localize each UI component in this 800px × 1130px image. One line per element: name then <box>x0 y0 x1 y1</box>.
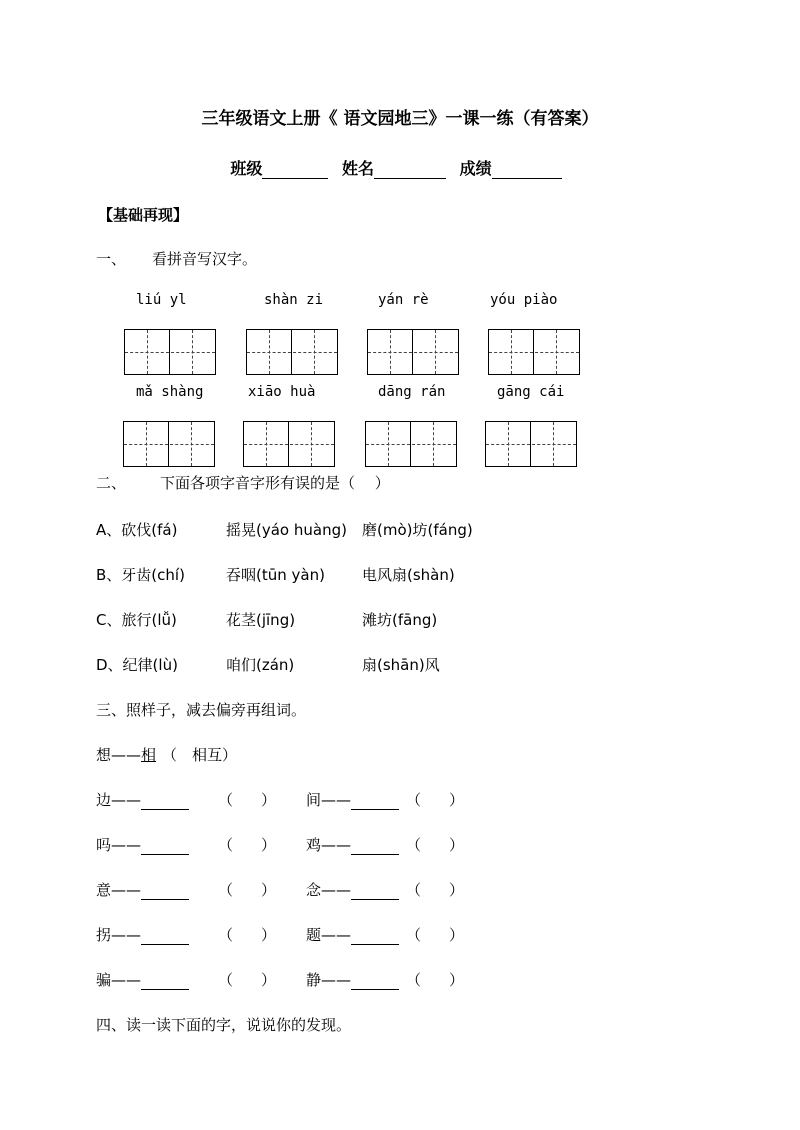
writing-grid[interactable] <box>246 329 338 375</box>
name-blank[interactable] <box>374 160 446 179</box>
page-title: 三年级语文上册《 语文园地三》一课一练（有答案） <box>201 109 599 129</box>
score-blank[interactable] <box>492 160 562 179</box>
option-d-2: 咱们(zán) <box>226 656 295 674</box>
pinyin-8: gāng cái <box>497 384 565 400</box>
option-b-1[interactable]: B、牙齿(chí) <box>96 566 185 584</box>
pinyin-6: xiāo huà <box>248 384 316 400</box>
option-c-2: 花茎(jīng) <box>226 611 296 629</box>
writing-grid[interactable] <box>243 421 335 467</box>
section-heading: 【基础再现】 <box>98 206 189 224</box>
exercise-word: 间—— <box>306 791 352 809</box>
pinyin-2: shàn zi <box>264 292 324 308</box>
writing-grid[interactable] <box>124 329 216 375</box>
question-2 <box>96 472 390 493</box>
option-b-2: 吞咽(tūn yàn) <box>226 566 325 584</box>
exercise-row: 意—— （ ） <box>96 881 277 899</box>
question-1-text: 看拼音写汉字。 <box>152 250 258 268</box>
pinyin-3: yán rè <box>378 292 429 308</box>
example-answer: 相 <box>141 746 157 764</box>
question-2-number: 二、 <box>96 474 127 492</box>
option-a-3: 磨(mò)坊(fáng) <box>362 521 473 539</box>
exercise-row: 边—— （ ） <box>96 791 277 809</box>
score-label: 成绩 <box>459 159 492 178</box>
exercise-row: 静—— （ ） <box>306 971 465 989</box>
exercise-row: 念—— （ ） <box>306 881 465 899</box>
question-3-text: 三、照样子，减去偏旁再组词。 <box>96 701 307 719</box>
student-info-line <box>0 156 800 179</box>
example-word: 想—— <box>96 746 142 764</box>
question-1 <box>96 248 257 269</box>
question-2-text: 下面各项字音字形有误的是（ ） <box>160 474 390 492</box>
option-b-3: 电风扇(shàn) <box>362 566 455 584</box>
exercise-word: 题—— <box>306 926 352 944</box>
question-4-text: 四、读一读下面的字，说说你的发现。 <box>96 1016 352 1034</box>
exercise-word: 拐—— <box>96 926 142 944</box>
pinyin-4: yóu piào <box>490 292 558 308</box>
option-a-2: 摇晃(yáo huàng) <box>226 521 347 539</box>
class-blank[interactable] <box>262 160 328 179</box>
answer-blank[interactable] <box>351 793 399 810</box>
exercise-row: 骗—— （ ） <box>96 971 277 989</box>
exercise-word: 意—— <box>96 881 142 899</box>
exercise-row: 拐—— （ ） <box>96 926 277 944</box>
option-d-1[interactable]: D、纪律(lù) <box>96 656 178 674</box>
option-d-3: 扇(shān)风 <box>362 656 440 674</box>
exercise-word: 边—— <box>96 791 142 809</box>
writing-grid[interactable] <box>367 329 459 375</box>
pinyin-7: dāng rán <box>378 384 446 400</box>
answer-blank[interactable] <box>351 883 399 900</box>
answer-blank[interactable] <box>141 793 189 810</box>
example-paren: （ 相互） <box>162 746 238 764</box>
example-line <box>96 744 237 765</box>
question-1-number: 一、 <box>96 250 127 268</box>
exercise-word: 骗—— <box>96 971 142 989</box>
writing-grid[interactable] <box>123 421 215 467</box>
exercise-row: 题—— （ ） <box>306 926 465 944</box>
exercise-row: 间—— （ ） <box>306 791 465 809</box>
answer-blank[interactable] <box>351 928 399 945</box>
answer-blank[interactable] <box>141 883 189 900</box>
pinyin-1: liú yl <box>136 292 187 308</box>
name-label: 姓名 <box>341 159 374 178</box>
exercise-word: 鸡—— <box>306 836 352 854</box>
writing-grid[interactable] <box>485 421 577 467</box>
option-c-3: 滩坊(fāng) <box>362 611 438 629</box>
exercise-row: 鸡—— （ ） <box>306 836 465 854</box>
exercise-row: 吗—— （ ） <box>96 836 277 854</box>
pinyin-5: mǎ shàng <box>136 384 204 400</box>
exercise-word: 吗—— <box>96 836 142 854</box>
answer-blank[interactable] <box>141 973 189 990</box>
answer-blank[interactable] <box>351 973 399 990</box>
option-c-1[interactable]: C、旅行(lǚ) <box>96 611 177 629</box>
answer-blank[interactable] <box>141 928 189 945</box>
answer-blank[interactable] <box>141 838 189 855</box>
option-a-1[interactable]: A、砍伐(fá) <box>96 521 178 539</box>
writing-grid[interactable] <box>365 421 457 467</box>
writing-grid[interactable] <box>488 329 580 375</box>
exercise-word: 念—— <box>306 881 352 899</box>
exercise-word: 静—— <box>306 971 352 989</box>
answer-blank[interactable] <box>351 838 399 855</box>
class-label: 班级 <box>230 159 263 178</box>
